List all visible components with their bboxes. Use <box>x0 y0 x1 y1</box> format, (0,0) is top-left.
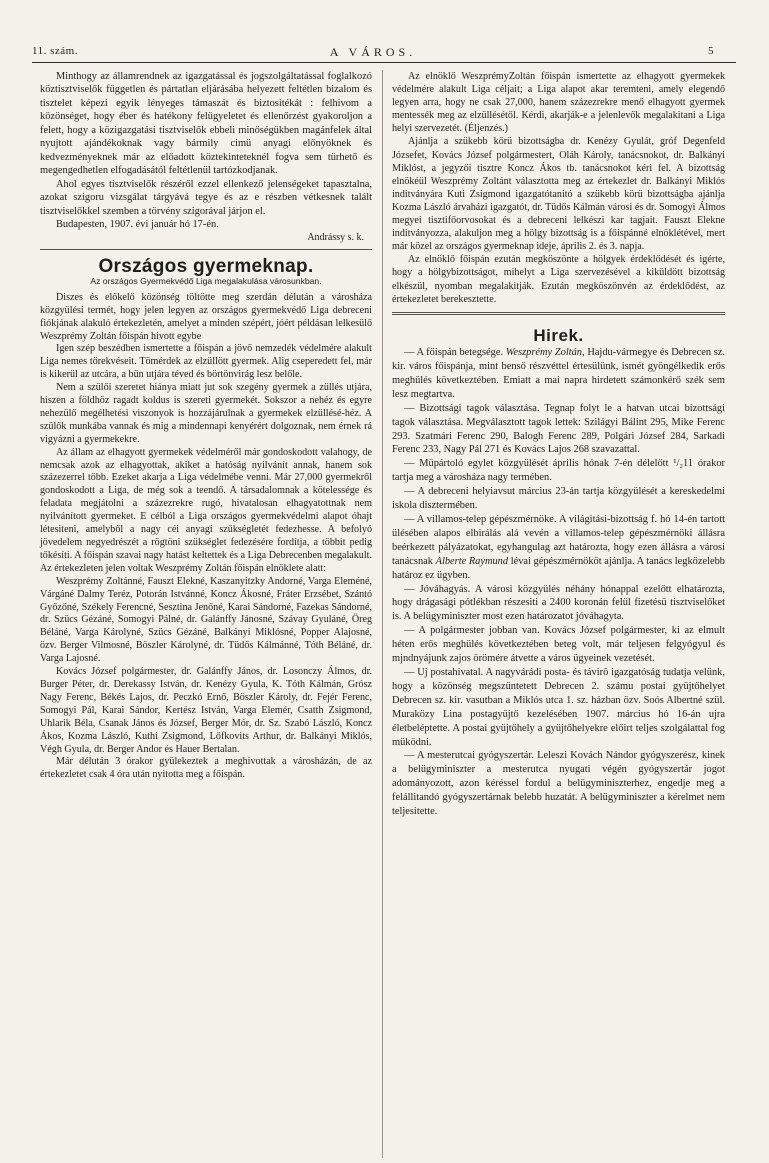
page-number: 5 <box>708 45 714 57</box>
news-item <box>392 624 725 666</box>
dateline: Budapesten, 1907. évi január hó 17-én. <box>56 218 219 230</box>
header-rule <box>32 62 736 63</box>
news-headline: — A villamos-telep gépészmérnöke. <box>404 514 557 526</box>
news-item <box>392 485 725 513</box>
paragraph: Az elnöklő WeszprémyZoltán főispán ismertette az elhagyott gyermekek védelmére alakult Liga céljait; a Liga alapot akar teremteni, amely elegendő legyen arra, hogy ne csak 27,000, hanem százezrekre menő elhagyott gyermek mentessék meg az elzüllésétől. Kérdi, akarják-e a jelenlevők megalakitani a Liga helyi szervezetét. (Éljenzés.) <box>392 71 725 135</box>
paragraph: Ajánlja a szükebb körü bizottságba dr. Kenézy Gyulát, gróf Degenfeld Józsefet, Kovács József polgármestert, Oláh Károly, tanácsnokot, dr. Balkányi Miklóst, a jegyzői tisztre Koncz Ákos tb. tanácsnokot kéri fel. A bizottság elnökéül Weszprémy Zoltánt választotta meg az értekezlet dr. Balkányi Miklós inditványára Kuti Zsigmond igazgatótanitó a szükebb körü bizottságba ajánlja Kozma László árvaházi igazgatót, dr. Tüdős Kálmán városi és dr. Somogyi Álmos megyei tisztifőorvosokat és a debreceni lelkészi kar tagjait. Fauszt Elekne inditványozza, alakuljon meg a hölgy bizottság is a főispánné elnöklétével, mert már közel az országos gyermeknap ideje, április 2. és 3. napja. <box>392 136 725 253</box>
news-item <box>392 749 725 819</box>
news-body: lévai gépészmérnököt ajánlja. A tanács legközelebb határoz ez ügyben. <box>392 555 725 581</box>
paragraph: Diszes és előkelő közönség töltötte meg szerdán délután a városháza közgyülési termét, hogy jelen legyen az országos gyermekvédő Liga debreceni fiókjának alakuló értekezletén, amelyet a minden szépért, jóért példásan lelkesülő Weszprémy Zoltán főispán hivott egybe <box>40 291 372 342</box>
paragraph: Igen szép beszédben ismertette a főispán a jövő nemzedék védelmére alakult Liga nemes törekvéseit. Tömérdek az elzüllött gyermek. Alig cseperedett fel, már is kikerül az utcára, a bün utjára téved és börtönvirág lesz belőle. <box>40 343 372 381</box>
page-header <box>32 45 714 61</box>
news-headline: — Uj postahivatal. <box>404 666 484 678</box>
paragraph: Az állam az elhagyott gyermekek védelméről már gondoskodott valahogy, de nemcsak azok az elhagyottak, akiket a hatóság nyilvánít annak, hanem sok százezerrel több. Ezeket akarja a Liga védelmébe venni. Már 27,000 gyermekről gondoskodott a Liga, de még sok a teendő. A társadalomnak a kötelessége és feladata megjátolni a százezrekre rugó, hivatalosan elhagyatottnak nem nyilvánított gyermeket. E célból a Liga országos gyermekvédelmi alapot óhajt létesiteni, amelyből a nagy céi anyagi szükségletét fedezhesse. A befolyó jövedelem negyedrészét a rögtöni szükséglet fedezésére fordítja, a többit pedig tőkésíti. A főispán szavai nagy hatást keltettek és a Liga Debrecenben megalakult. Az értekezleten jelen voltak Weszprémy Zoltán főispán elnöklete alatt: <box>40 446 372 574</box>
news-body: A városi közgyülés néhány hónappal ezelőtt elhatározta, hogy drágasági pótlékban részesiti a 2400 koronán felül fizetésü tisztviselőket is. A belügyminiszter most ezen határozatot jóváhagyta. <box>392 583 725 623</box>
news-body: Kovács József polgármester, ki az elmult héten erős meghülés következtében beteg volt, már teljesen felgyógyul és mjndnyájunk zajos örömére átvette a város ügyeinek vezetését. <box>392 625 725 665</box>
column-divider <box>382 70 383 1158</box>
news-item <box>392 666 725 749</box>
attendee-list-ladies: Weszprémy Zoltánné, Fauszt Elekné, Kaszanyitzky Andorné, Varga Eleméné, Várgáné Dalmy Teréz, Potorán Istvánné, Koncz Ákosné, Fráter Erzsébet, Szántó Győzőné, Székely Ferencné, Sesztina Jenőné, Karai Sándorné, Fazekas Sándorné, dr. Szücs Gézáné, Somogyi Pálné, dr. Galánffy Jánosné, Szávay Gyuláné, Öreg Béláné, Varga Károlyné, Szücs Gézáné, Balkányi Miklósné, Popper Alajosné, özv. Berger Vilmosné, Böszler Károlyné, dr. Tüdős Kálmánné, Tóth Béláné, dr. Varga Lajosné. <box>40 575 372 665</box>
news-name: Alberte Raymund <box>435 555 509 567</box>
news-item <box>392 583 725 625</box>
paragraph: Ahol egyes tisztviselők részéről ezzel ellenkező jelenségeket tapasztalna, azokat szigoru vizsgálat tárgyává tegye és az e részben vétkesnek talált tisztviselőkkel szemben a törvény szigorával járjon el. <box>40 178 372 217</box>
news-body: A világitási-bizottság f. hó 14-én tartott ülésében alapos elbirálás alá vevén a villamos-telep gépészmérnöki állásra beérkezett pályázatokat, egyhangulag azt határozta, hogy ezen állásra a városi tanácsnak <box>392 514 726 567</box>
attendee-list-gentlemen: Kovács József polgármester, dr. Galánffy János, dr. Losonczy Álmos, dr. Burger Péter, dr. Derekassy István, dr. Kenézy Gyula, K. Tóth Kálmán, Grósz Nagy Ferenc, Békés Lajos, dr. Peczkó Ernő, Böszler Károly, dr. Fejér Ferenc, Somogyi Pál, Karai Sándor, Kertész István, Varga Elemér, Csatth Zsigmond, Uhlarik Béla, Csanak János és József, Berger Mór, dr. Sz. Szabó László, Koncz Ákos, Kozma László, Kuthi Zsigmond, Lőfkovits Arthur, dr. Balkányi Miklós, Végh Gyula, dr. Berger Andor és Hauer Bertalan. <box>40 666 372 755</box>
paragraph: Az elnöklő főispán ezután megköszönte a hölgyek érdeklődését és igérte, hogy a hölgybizottságot, mihelyt a Liga szervezésével a kiküldött bizottság elkészül, nyomban megalakitják. Ezután megköszönvén az érdeklődést, az értekezletet berekesztette. <box>392 254 725 305</box>
news-name: Weszprémy Zoltán, <box>505 347 585 359</box>
article-subtitle: Az országos Gyermekvédő Liga megalakulása városunkban. <box>90 276 322 287</box>
issue-number: 11. szám. <box>32 45 78 57</box>
news-headline: — Jóváhagyás. <box>404 583 471 595</box>
news-headline: — A debreceni helyiavsut <box>404 486 516 498</box>
article-title: Országos gyermeknap. <box>98 255 314 277</box>
paragraph: Már délután 3 órakor gyülekeztek a meghivottak a városházán, de az értekezletet csak 4 óra után nyitotta meg a főispán. <box>40 756 372 781</box>
paragraph: Minthogy az államrendnek az igazgatással és jogszolgáltatással foglalkozó köztisztviselők független és pártatlan eljárásába helyezett feltétlen bizalom és tisztelet képezi egyik lényeges támaszát és biztositékát : felhivom a közönséget, hogy éber és hatékony felügyeletet és ellenőrzést gyakoroljon a felett, hogy a közigazgatási tisztviselők ebbeli minőségükben magánfelek által nyujtott ajándékoknak vagy bármily cimü anyagi előnyöknek és kedvezményeknek már az előadott köztekinteteknél fogva sem türhető és megengedhetlen elfogadásától feltétlenül tartózkodjanak. <box>40 71 372 177</box>
news-body: Leleszi Kovách Nándor gyógyszerész, kinek a belügyminiszter a mesterutca nyugati végén gyógyszertár jogot adományozott, azon kéréssel fordul a belügyminiszterhez, engedje meg a felállitandó gyógyszertárnak belebb huzatát. A belügyminiszter a kérelmet nem teljesitette. <box>392 750 725 818</box>
section-divider <box>392 312 725 315</box>
article-divider <box>40 249 372 250</box>
news-body: A nagyvárádi posta- és távirô igazgatóság tudatja velünk, hogy a közönség megszüntetett Debrecen 2. számu postai gyüjtőhelyet Debrecen sz. kir. vasutban a Miklós utca 1. sz. házban özv. Soós Albertné szül. Muraközy Lina postagyüjtő kezelésében 1907. március hó 16-án ujra életbeléptette. A postai gyüjtőhely a gyüjtőhelyekre előirt teljes szolgálattal fog müködni. <box>392 666 725 748</box>
right-column <box>392 70 725 819</box>
news-item <box>392 346 725 402</box>
signature: Andrássy s. k. <box>307 232 364 244</box>
paragraph: Nem a szülői szeretet hiánya miatt jut sok szegény gyermek a züllés utjára, hiszen a földhöz ragadt koldus is szereti gyermekét. Sokszor a nehéz és egyre nehezülő megélhetési viszonyok is hozzájárulnak a gyermekek elzüllésé-héz. A szülők munkába vannak és mig a mindennapi kenyérért dolgoznak, nem érnek rá vigyázni a gyermekekre. <box>40 382 372 445</box>
news-item <box>392 513 725 583</box>
news-body: ¹/₂11 órakor tartja meg a városháza nagy termében. <box>392 458 725 484</box>
newspaper-title: A VÁROS. <box>329 45 417 59</box>
news-headline: — Müpártoló egylet közgyülését április hónak 7-én délelőtt <box>404 458 669 470</box>
news-body: március 23-án tartja közgyülését a kereskedelmi iskola disztermében. <box>392 486 725 512</box>
news-section-title: Hirek. <box>533 325 584 345</box>
news-headline: — Bizottsági tagok választása. <box>404 402 540 414</box>
news-body: Hajdu-vármegye és Debrecen sz. kir. város főispánja, mint benső részvéttel értesülünk, ismét gyöngélkedik erős meghülés következtében. Emiatt a mai napra hirdetett számonkérő szék sem lesz megtartva. <box>392 347 725 400</box>
news-body: Tegnap folyt le a hatvan utcai bizottsági tagok választása. Megválasztott tagok lettek: Szilágyi Bálint 295, Mike Ferenc 293. Szatmári Ferenc 290, Balogh Ferenc 289, Polgári József 284, Sarkadi Ferenc 233, Nagy Pál 271 és Kovács Lajos 268 szavazattal. <box>392 402 725 456</box>
news-item <box>392 402 725 458</box>
news-headline: — A főispán betegsége. <box>404 347 504 359</box>
left-column <box>40 70 372 782</box>
news-headline: — A mesterutcai gyógyszertár. <box>404 750 534 762</box>
news-item <box>392 457 725 485</box>
news-headline: — A polgármester jobban van. <box>404 625 540 637</box>
